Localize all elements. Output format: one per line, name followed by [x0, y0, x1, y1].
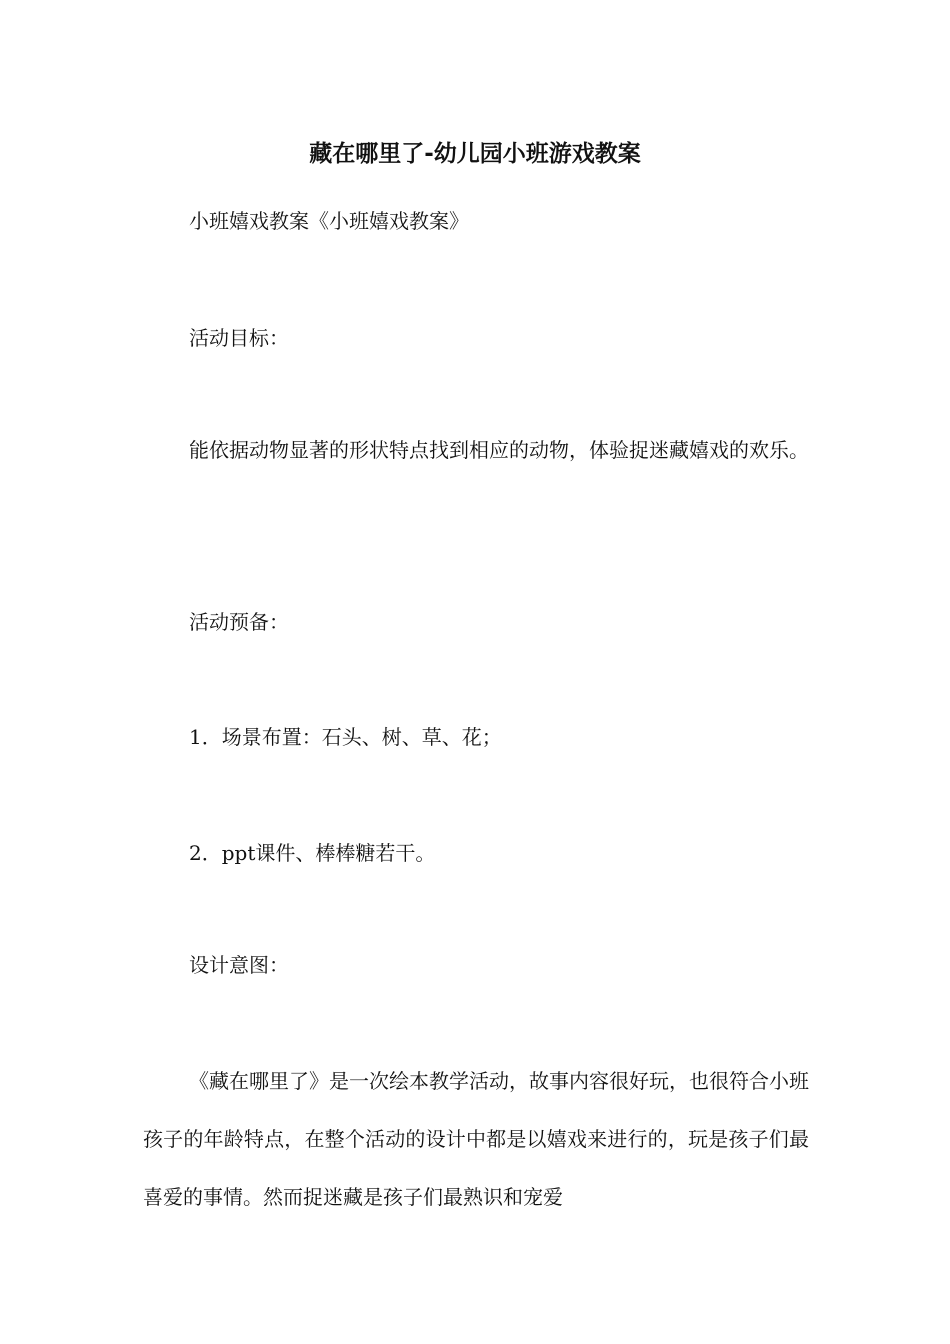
preparation-item-1: 1．场景布置：石头、树、草、花；	[189, 725, 502, 749]
design-intent-heading: 设计意图：	[189, 953, 289, 977]
objectives-paragraph: 能依据动物显著的形状特点找到相应的动物，体验捉迷藏嬉戏的欢乐。	[189, 438, 809, 462]
objectives-heading: 活动目标：	[189, 326, 289, 350]
document-title: 藏在哪里了-幼儿园小班游戏教案	[309, 141, 641, 167]
preparation-item-2: 2．ppt课件、棒棒糖若干。	[189, 841, 436, 865]
design-intent-paragraph: 《藏在哪里了》是一次绘本教学活动，故事内容很好玩，也很符合小班孩子的年龄特点，在整个活动的设计中都是以嬉戏来进行的，玩是孩子们最喜爱的事情。然而捉迷藏是孩子们最熟识和宠爱	[143, 1069, 809, 1209]
preparation-heading: 活动预备：	[189, 610, 289, 634]
subtitle-paragraph: 小班嬉戏教案《小班嬉戏教案》	[189, 209, 469, 233]
